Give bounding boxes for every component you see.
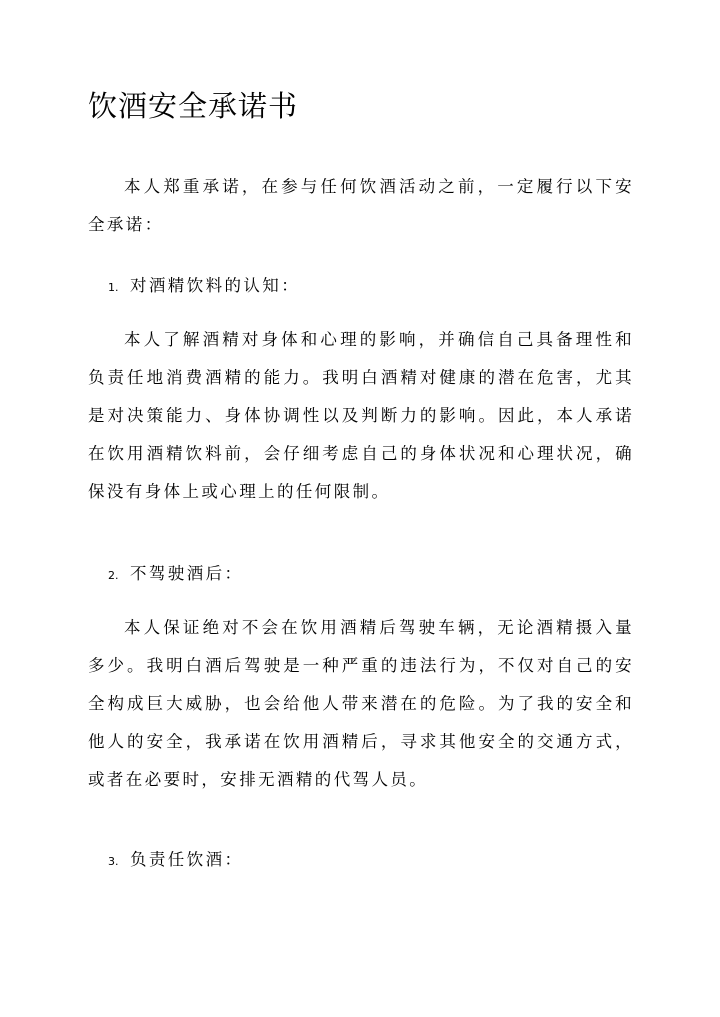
section-1-body: 本人了解酒精对身体和心理的影响，并确信自己具备理性和负责任地消费酒精的能力。我明白酒精对健康的潜在危害，尤其是对决策能力、身体协调性以及判断力的影响。因此，本人承诺在饮用酒精饮料前，会仔细考虑自己的身体状况和心理状况，确保没有身体上或心理上的任何限制。	[88, 330, 634, 501]
section-2-title: 不驾驶酒后：	[130, 564, 244, 583]
section-1-number: 1.	[108, 281, 119, 294]
intro-paragraph: 本人郑重承诺，在参与任何饮酒活动之前，一定履行以下安全承诺：	[88, 177, 634, 234]
document-title: 饮酒安全承诺书	[88, 89, 299, 123]
section-3-title: 负责任饮酒：	[130, 850, 244, 869]
section-2-heading	[108, 559, 243, 591]
section-3-heading	[108, 845, 243, 877]
section-2-number: 2.	[108, 569, 119, 582]
section-1-title: 对酒精饮料的认知：	[130, 276, 301, 295]
section-3-number: 3.	[108, 855, 119, 868]
section-2-body: 本人保证绝对不会在饮用酒精后驾驶车辆，无论酒精摄入量多少。我明白酒后驾驶是一种严重的违法行为，不仅对自己的安全构成巨大威胁，也会给他人带来潜在的危险。为了我的安全和他人的安全，我承诺在饮用酒精后，寻求其他安全的交通方式，或者在必要时，安排无酒精的代驾人员。	[88, 618, 634, 789]
section-1-heading	[108, 271, 300, 303]
